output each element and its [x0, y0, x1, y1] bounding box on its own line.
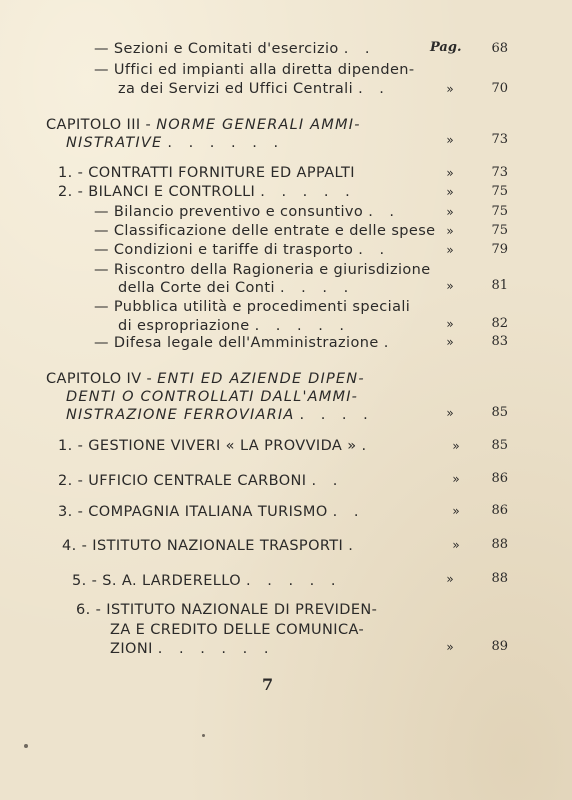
- chapter-heading: NISTRATIVE . . . . . .: [66, 135, 285, 151]
- ditto-mark: »: [446, 243, 454, 257]
- page-ref: 73: [491, 132, 508, 147]
- toc-entry: ZA E CREDITO DELLE COMUNICA-: [110, 622, 365, 638]
- ditto-mark: »: [446, 185, 454, 199]
- ditto-mark: »: [446, 133, 454, 147]
- chapter-heading: CAPITOLO III - NORME GENERALI AMMI-: [46, 117, 361, 133]
- chapter-heading: CAPITOLO IV - ENTI ED AZIENDE DIPEN-: [46, 371, 365, 387]
- ditto-mark: »: [446, 205, 454, 219]
- page-ref: 85: [491, 438, 508, 453]
- ditto-mark: »: [446, 82, 454, 96]
- page-ref: 86: [491, 503, 508, 518]
- toc-entry: — Riscontro della Ragioneria e giurisdizione: [94, 262, 431, 278]
- ditto-mark: »: [452, 538, 460, 552]
- chapter-heading: DENTI O CONTROLLATI DALL'AMMI-: [66, 389, 359, 405]
- toc-entry: za dei Servizi ed Uffici Centrali . .: [118, 81, 390, 97]
- toc-entry: — Bilancio preventivo e consuntivo . .: [94, 204, 401, 220]
- toc-entry: 4. - ISTITUTO NAZIONALE TRASPORTI .: [62, 538, 359, 554]
- page-ref: 68: [491, 41, 508, 56]
- toc-entry: — Classificazione delle entrate e delle spese: [94, 223, 436, 239]
- ditto-mark: »: [446, 640, 454, 654]
- toc-entry: della Corte dei Conti . . . .: [118, 280, 355, 296]
- page-ref: 70: [491, 81, 508, 96]
- toc-entry: — Pubblica utilità e procedimenti speciali: [94, 299, 411, 315]
- chapter-heading: NISTRAZIONE FERROVIARIA . . . .: [66, 407, 374, 423]
- toc-entry: 2. - BILANCI E CONTROLLI . . . . .: [58, 184, 356, 200]
- toc-entry: 6. - ISTITUTO NAZIONALE DI PREVIDEN-: [76, 602, 378, 618]
- page-ref: 75: [491, 204, 508, 219]
- page-ref: 81: [491, 278, 508, 293]
- toc-entry: — Difesa legale dell'Amministrazione .: [94, 335, 395, 351]
- toc-entry: di espropriazione . . . . .: [118, 318, 351, 334]
- toc-entry: — Sezioni e Comitati d'esercizio . .: [94, 41, 376, 57]
- ditto-mark: »: [446, 335, 454, 349]
- page-ref: 88: [491, 537, 508, 552]
- ditto-mark: »: [446, 166, 454, 180]
- ditto-mark: »: [452, 472, 460, 486]
- page-ref: 82: [491, 316, 508, 331]
- toc-entry: 3. - COMPAGNIA ITALIANA TURISMO . .: [58, 504, 365, 520]
- toc-entry: ZIONI . . . . . .: [110, 641, 275, 657]
- toc-entry: 1. - CONTRATTI FORNITURE ED APPALTI: [58, 165, 355, 181]
- paper-speck: [202, 734, 205, 737]
- ditto-mark: »: [446, 572, 454, 586]
- page-ref: 88: [491, 571, 508, 586]
- ditto-mark: »: [446, 317, 454, 331]
- paper-speck: [24, 744, 28, 748]
- toc-entry: 5. - S. A. LARDERELLO . . . . .: [72, 573, 342, 589]
- toc-entry: 1. - GESTIONE VIVERI « LA PROVVIDA » .: [58, 438, 373, 454]
- ditto-mark: »: [452, 504, 460, 518]
- page-ref: 89: [491, 639, 508, 654]
- page-ref: 86: [491, 471, 508, 486]
- page-ref: 85: [491, 405, 508, 420]
- ditto-mark: »: [452, 439, 460, 453]
- page-ref: 79: [491, 242, 508, 257]
- page-ref: 73: [491, 165, 508, 180]
- toc-entry: 2. - UFFICIO CENTRALE CARBONI . .: [58, 473, 344, 489]
- page-ref: 75: [491, 184, 508, 199]
- toc-entry: — Uffici ed impianti alla diretta dipenden-: [94, 62, 415, 78]
- page-ref: 83: [491, 334, 508, 349]
- page-number: 7: [262, 675, 274, 694]
- ditto-mark: »: [446, 406, 454, 420]
- toc-entry: — Condizioni e tariffe di trasporto . .: [94, 242, 391, 258]
- page-ref: 75: [491, 223, 508, 238]
- ditto-mark: »: [446, 279, 454, 293]
- pag-label: Pag.: [430, 40, 462, 55]
- ditto-mark: »: [446, 224, 454, 238]
